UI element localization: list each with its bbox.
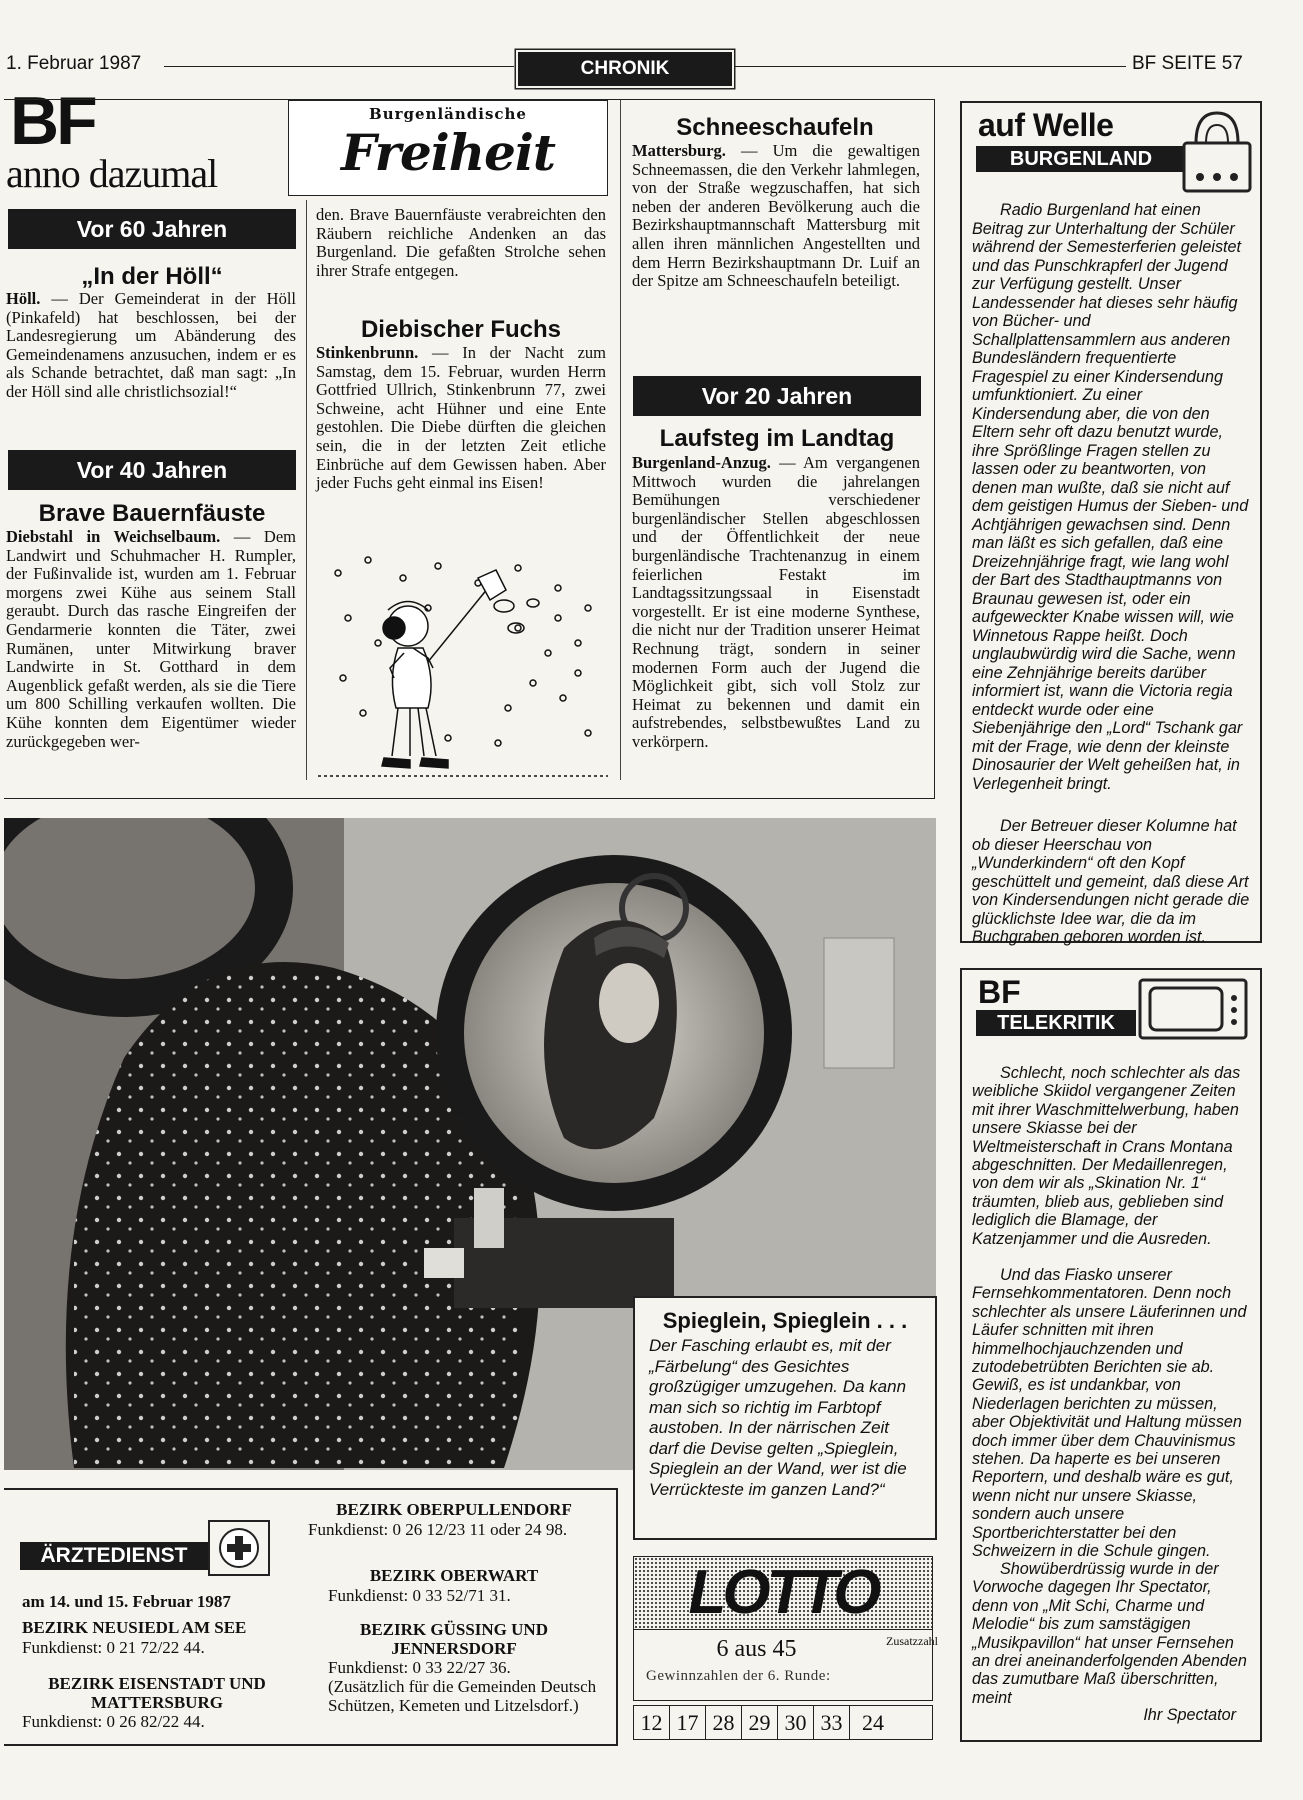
- arzt-date: am 14. und 15. Februar 1987: [22, 1592, 231, 1611]
- freiheit-small: Burgenländische: [369, 105, 527, 123]
- header-date: 1. Februar 1987: [6, 53, 142, 74]
- lotto-game: 6 aus 45: [716, 1636, 797, 1662]
- col-rule-2: [620, 100, 621, 780]
- arzt-f3: Funkdienst: 0 26 12/23 11 oder 24 98.: [308, 1520, 568, 1539]
- header-rule-left: [164, 66, 514, 67]
- lotto-number: 33: [814, 1706, 850, 1739]
- page-number: BF SEITE 57: [1132, 53, 1243, 74]
- welle-text-2: Der Betreuer dieser Kolumne hat ob dieser Heerschau von „Wunderkindern“ oft den Kopf geschüttelt und gemeint, daß diese Art von Kindersendungen nicht gerade die glücklichste Idee war, die da im Buchgraben geboren worden ist.: [972, 817, 1250, 946]
- bar-vor-60: Vor 60 Jahren: [8, 209, 296, 249]
- arzt-b1: BEZIRK NEUSIEDL AM SEE: [22, 1618, 247, 1637]
- bar-vor-20: Vor 20 Jahren: [633, 376, 921, 416]
- lead-stinkenbrunn: Stinkenbrunn.: [316, 343, 419, 362]
- arzt-f4: Funkdienst: 0 33 52/71 31.: [328, 1586, 511, 1605]
- welle-box: [960, 101, 1262, 946]
- lotto-logo-area: [633, 1556, 933, 1630]
- welle-title: auf Welle: [978, 107, 1114, 143]
- lotto-zusatz: Zusatzzahl: [886, 1634, 938, 1648]
- article-bauernfaeuste-cont: den. Brave Bauernfäuste verabreichten den Räubern reichliche Andenken an das Burgenland. Die gefaßten Strolche sehen ihrer Strafe entgegen.: [316, 205, 606, 280]
- lead-burgenland-anzug: Burgenland-Anzug.: [632, 453, 771, 472]
- tv-icon: [1138, 978, 1248, 1040]
- telekritik-text-1: Schlecht, noch schlechter als das weibliche Skiidol vergangener Zeiten mit ihrer Waschmittelwerbung, haben unsere Skiasse bei der Weltmeisterschaft in Crans Montana abgeschnitten. Der Medaillenregen, von dem wir als „Skination Nr. 1“ träumten, blieb aus, geblieben sind lediglich die Blamage, der Katzenjammer und die Ausreden.: [972, 1064, 1241, 1248]
- col-rule-1: [306, 200, 307, 780]
- telekritik-box: [960, 968, 1262, 1742]
- freiheit-big: Freiheit: [340, 123, 556, 182]
- lotto-number: 30: [778, 1706, 814, 1739]
- text-weichselbaum: — Dem Landwirt und Schuhmacher H. Rumpler, der Fußinvalide ist, wurden am 1. Februar morgens zwei Kühe aus seinem Stall geraubt. Durch das rasche Eingreifen der Gendarmerie konnten die Täter, zwei Rumänen, unter Mitwirkung braver Landwirte in St. Gotthard in dem Augenblick gefaßt werden, als sie die Tiere um 800 Schilling verkaufen wollten. Die Kühe konnten dem Eigentümer wieder zurückgegeben wer-: [6, 527, 296, 751]
- arzt-f5: Funkdienst: 0 33 22/27 36.: [328, 1658, 511, 1677]
- telekritik-text-3: Showüberdrüssig wurde in der Vorwoche dagegen Ihr Spectator, denn von „Mit Schi, Charme und Melodie“ bis zum samstägigen „Musikpavillon“ hat unser Fernsehen an drei aneinanderfolgenden Abenden das zumutbare Maß überschritten, meint: [972, 1560, 1247, 1707]
- lead-hoell: Höll.: [6, 289, 41, 308]
- text-hoell: — Der Gemeinderat in der Höll (Pinkafeld) hat beschlossen, bei der Landesregierung um Abänderung des Gemeindenamens anzusuchen, indem er es als Schande betrachtet, daß man sagt: „In der Höll sind alle christlichsozial!“: [6, 289, 296, 401]
- text-mattersburg: — Um die gewaltigen Schneemassen, die den Verkehr lahmlegen, von der Straße wegzuschaffen, hat sich neben der anderen Bevölkerung auch die Bezirkshauptmannschaft Mattersburg mit allen ihren männlichen Angestellten und dem Herrn Bezirkshauptmann Dr. Luif an der Spitze am Schneeschaufeln beteiligt.: [632, 141, 920, 291]
- arzt-b5a: BEZIRK GÜSSING UND: [360, 1620, 548, 1639]
- text-burgenland-anzug: — Am vergangenen Mittwoch wurden die jahrelangen Bemühungen verschiedener burgenländischer Stellen abgeschlossen und der Öffentlichkeit der neue burgenländische Trachtenanzug in einem feierlichen Festakt im Landtagssitzungssaal in Eisenstadt vorgestellt. Er ist eine moderne Synthese, die nicht nur der Tradition unserer Heimat Rechnung trägt, sondern in seiner modernen Form auch der Jugend die Möglichkeit gibt, sich voll Stolz zur Heimat zu bekennen und damit ein aufstrebendes, selbstbewußtes Land zu verkörpern.: [632, 453, 920, 751]
- lotto-numbers: [633, 1705, 933, 1740]
- title-in-der-hoell: „In der Höll“: [81, 263, 223, 290]
- radio-icon: [1178, 107, 1256, 195]
- lotto-number: 28: [706, 1706, 742, 1739]
- title-brave-bauernfaeuste: Brave Bauernfäuste: [38, 500, 266, 527]
- arzt-b3: BEZIRK OBERPULLENDORF: [336, 1500, 572, 1519]
- text-stinkenbrunn: — In der Nacht zum Samstag, dem 15. Februar, wurden Herrn Gottfried Ullrich, Stinkenbrunn 77, zwei Schweine, acht Hühner und eine Ente gestohlen. Die Diebe dürften die gleichen sein, die in der letzten Zeit etliche Einbrüche auf dem Gewissen haben. Aber jeder Fuchs geht einmal ins Eisen!: [316, 343, 606, 493]
- telekritik-sign: Ihr Spectator: [1143, 1706, 1236, 1724]
- arzt-b2a: BEZIRK EISENSTADT UND: [48, 1674, 266, 1693]
- telekritik-sub: TELEKRITIK: [976, 1010, 1136, 1036]
- bf-logo: BF: [10, 83, 95, 159]
- header-rule-right: [734, 66, 1126, 67]
- caption-text: Der Fasching erlaubt es, mit der „Färbelung“ des Gesichtes großzügiger umzugehen. Da kann man sich so richtig im Farbtopf austoben. In der närrischen Zeit darf die Devise gelten „Spieglein, Spieglein an der Wand, wer ist die Verrückteste im ganzen Land?“: [649, 1336, 907, 1499]
- lotto-number: 29: [742, 1706, 778, 1739]
- caption-title: Spieglein, Spieglein . . .: [662, 1308, 908, 1333]
- telekritik-title: BF: [978, 974, 1021, 1010]
- anno-dazumal: anno dazumal: [6, 151, 218, 196]
- arzt-f5b: (Zusätzlich für die Gemeinden Deutsch Schützen, Kemeten und Litzelsdorf.): [328, 1677, 597, 1715]
- anno-frame: [4, 99, 935, 799]
- lotto-info: [633, 1630, 938, 1701]
- title-diebischer-fuchs: Diebischer Fuchs: [360, 316, 562, 343]
- welle-text-1: Radio Burgenland hat einen Beitrag zur Unterhaltung der Schüler während der Semesterferien geleistet und das Punschkrapferl der Jugend zur Verfügung gestellt. Unser Landessender hat dieses sehr häufig von Bücher- und Schallplattensammlern aus anderen Bundesländern frequentierte Fragespiel zu einer Kindersendung umfunktioniert. Zu einer Kindersendung aber, die von den Eltern sehr oft dazu benutzt wurde, ihre Sprößlinge Fragen stellen zu lassen oder zu beantworten, von denen man wußte, daß sie nicht auf dem geistigen Humus der Sieben- und Achtjährigen gewachsen sind. Denn man läßt es sich gefallen, daß eine Dreizehnjährige fragt, wie lang wohl der Bart des Stadthauptmanns von Braunau gewesen ist, oder ein aufgeweckter Knabe wissen will, wie Winnetous Rappe heißt. Doch unglaubwürdig wird die Sache, wenn eine Zehnjährige bereits darüber informiert ist, wann die Victoria regia entdeckt wurde oder eine Siebenjährige den „Lord“ Tschank gar mit der Frage, wie denn der kleinste Dinosaurier der Welt geheißen hat, in Verlegenheit bringt.: [972, 201, 1249, 793]
- arzt-f1: Funkdienst: 0 21 72/22 44.: [22, 1638, 205, 1657]
- section-label: CHRONIK: [518, 52, 732, 86]
- lotto-logo: LOTTO: [688, 1558, 878, 1627]
- lotto-number: 17: [670, 1706, 706, 1739]
- lead-weichselbaum: Diebstahl in Weichselbaum.: [6, 527, 221, 546]
- lotto-sub: Gewinnzahlen der 6. Runde:: [646, 1668, 831, 1684]
- lotto-extra-number: 24: [862, 1710, 884, 1735]
- caption-box: [633, 1296, 937, 1540]
- telekritik-text-2: Und das Fiasko unserer Fernsehkommentatoren. Denn noch schlechter als unsere Läuferinnen und Läufer schnitten mit ihren himmelhochjauchzenden und zutodebetrübten Berichten sie ab. Gewiß, es ist undankbar, von Niederlagen berichten zu müssen, aber Objektivität und Haltung müssen doch immer über dem Chauvinismus stehen. Da haperte es bei unseren Reportern, und deshalb wäre es gut, wenn nicht nur unsere Skiasse, sondern auch unsere Sportberichterstatter bei den Schweizern in die Schule gingen.: [972, 1266, 1247, 1561]
- arzt-b2b: MATTERSBURG: [91, 1693, 223, 1712]
- aerztedienst-label: ÄRZTEDIENST: [20, 1542, 208, 1570]
- arzt-b5b: JENNERSDORF: [391, 1639, 517, 1658]
- lotto-box: [633, 1556, 938, 1736]
- lead-mattersburg: Mattersburg.: [632, 141, 726, 160]
- arzt-f2: Funkdienst: 0 26 82/22 44.: [22, 1712, 205, 1731]
- arzt-b4: BEZIRK OBERWART: [369, 1566, 539, 1585]
- lotto-number: 12: [634, 1706, 670, 1739]
- bar-vor-40: Vor 40 Jahren: [8, 450, 296, 490]
- title-schneeschaufeln: Schneeschaufeln: [676, 114, 874, 141]
- red-cross-icon: [208, 1520, 270, 1576]
- title-laufsteg-im-landtag: Laufsteg im Landtag: [659, 425, 895, 452]
- welle-sub: BURGENLAND: [976, 146, 1186, 172]
